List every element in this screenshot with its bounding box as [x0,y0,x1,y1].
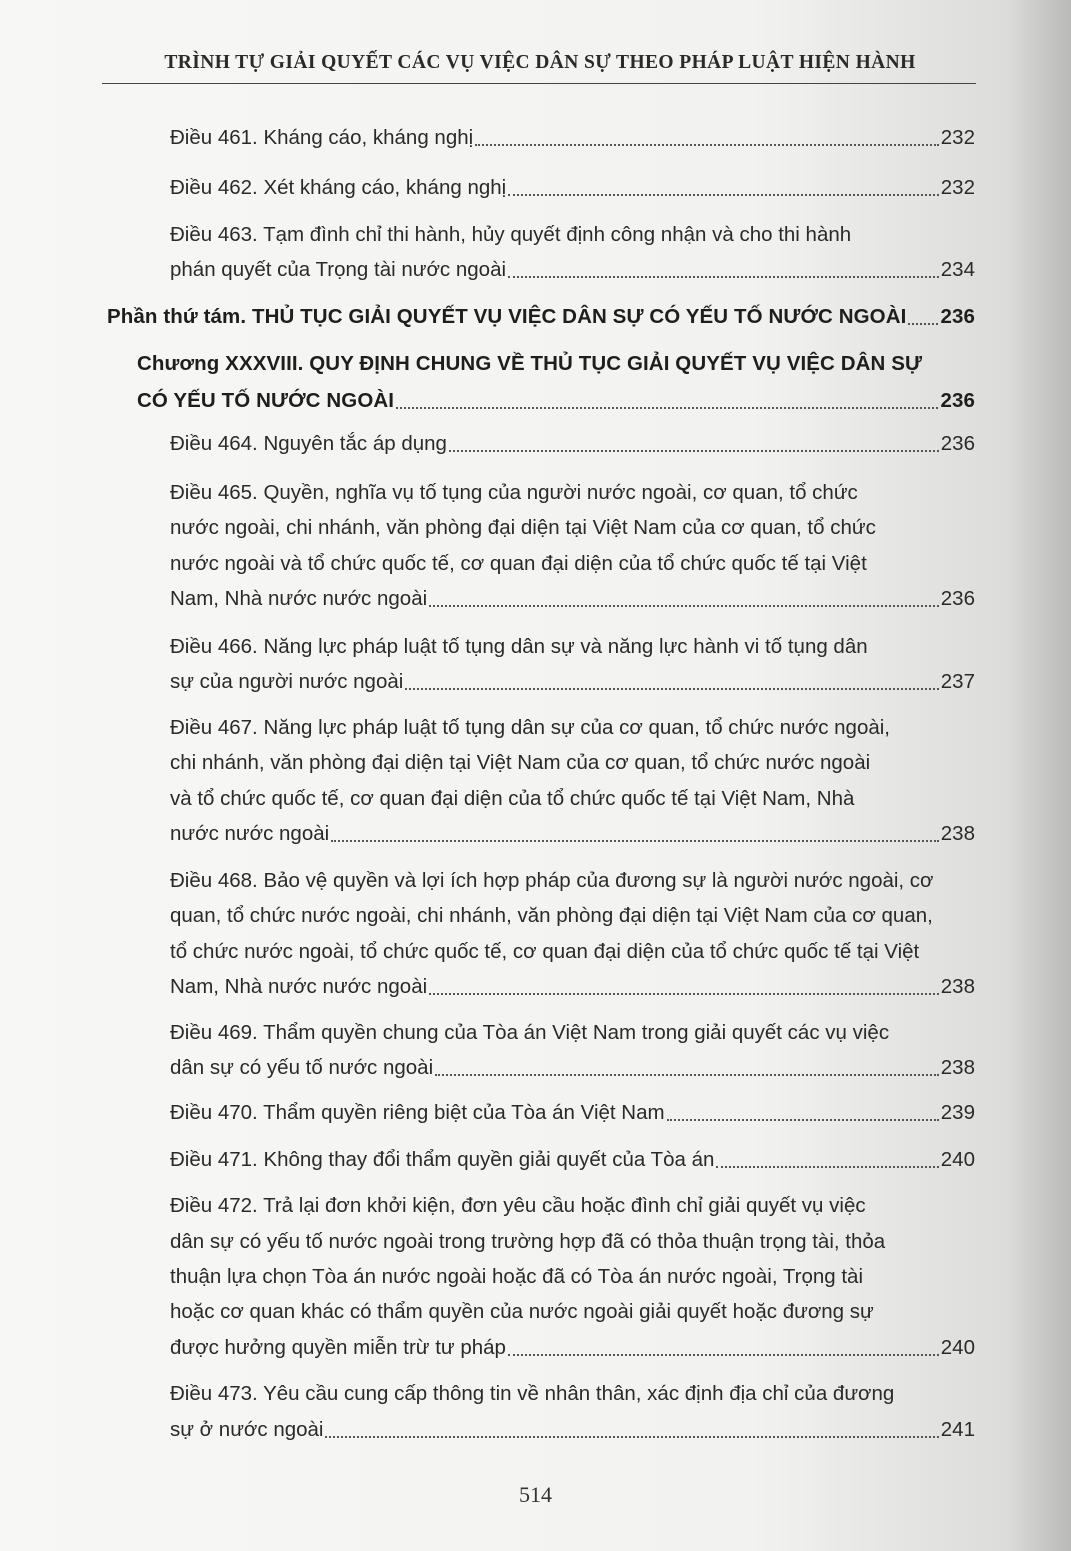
toc-entry-471[interactable]: Điều 471. Không thay đổi thẩm quyền giải quyết của Tòa án 240 [170,1143,975,1177]
running-header: TRÌNH TỰ GIẢI QUYẾT CÁC VỤ VIỆC DÂN SỰ THEO PHÁP LUẬT HIỆN HÀNH [164,52,916,73]
page-ref: 238 [940,822,975,845]
page-ref: 239 [940,1101,975,1124]
toc-entry-468-cont[interactable]: Nam, Nhà nước nước ngoài 238 [170,970,975,1004]
toc-chapter-38-cont[interactable]: CÓ YẾU TỐ NƯỚC NGOÀI 236 [137,384,975,418]
toc-entry-468[interactable]: Điều 468. Bảo vệ quyền và lợi ích hợp pháp của đương sự là người nước ngoài, cơ [170,869,934,892]
toc-entry-466[interactable]: Điều 466. Năng lực pháp luật tố tụng dân sự và năng lực hành vi tố tụng dân [170,635,868,658]
toc-entry-465-cont[interactable]: nước ngoài và tổ chức quốc tế, cơ quan đại diện của tổ chức quốc tế tại Việt [170,552,867,575]
toc-entry-465-cont[interactable]: nước ngoài, chi nhánh, văn phòng đại diện tại Việt Nam của cơ quan, tổ chức [170,516,876,539]
toc-entry-467-cont[interactable]: chi nhánh, văn phòng đại diện tại Việt Nam của cơ quan, tổ chức nước ngoài [170,751,871,774]
toc-entry-472-cont[interactable]: hoặc cơ quan khác có thẩm quyền của nước ngoài giải quyết hoặc đương sự [170,1300,874,1323]
page-ref: 234 [940,258,975,281]
leader-dots [716,1166,938,1168]
leader-dots [508,1354,939,1356]
toc-entry-472-cont[interactable]: được hưởng quyền miễn trừ tư pháp 240 [170,1331,975,1365]
toc-entry-469-cont[interactable]: dân sự có yếu tố nước ngoài 238 [170,1051,975,1085]
page-ref: 241 [940,1418,975,1441]
page-ref: 240 [940,1148,975,1171]
page-ref: 237 [940,670,975,693]
toc-entry-463-cont[interactable]: phán quyết của Trọng tài nước ngoài 234 [170,253,975,287]
page-number: 514 [519,1482,552,1507]
page-ref: 236 [940,432,975,455]
page-ref: 232 [940,126,975,149]
page-ref: 238 [940,975,975,998]
toc-entry-464[interactable]: Điều 464. Nguyên tắc áp dụng 236 [170,427,975,461]
leader-dots [325,1436,938,1438]
toc-entry-463[interactable]: Điều 463. Tạm đình chỉ thi hành, hủy quyết định công nhận và cho thi hành [170,223,852,246]
toc-entry-473[interactable]: Điều 473. Yêu cầu cung cấp thông tin về nhân thân, xác định địa chỉ của đương [170,1382,895,1405]
leader-dots [508,276,939,278]
toc-entry-468-cont[interactable]: tổ chức nước ngoài, tổ chức quốc tế, cơ quan đại diện của tổ chức quốc tế tại Việt [170,940,920,963]
page-ref: 232 [940,176,975,199]
toc-entry-472[interactable]: Điều 472. Trả lại đơn khởi kiện, đơn yêu cầu hoặc đình chỉ giải quyết vụ việc [170,1194,866,1217]
page-ref: 236 [940,305,975,328]
leader-dots [908,323,938,325]
toc-entry-472-cont[interactable]: dân sự có yếu tố nước ngoài trong trường hợp đã có thỏa thuận trọng tài, thỏa [170,1230,886,1253]
toc-entry-467-cont[interactable]: và tổ chức quốc tế, cơ quan đại diện của tổ chức quốc tế tại Việt Nam, Nhà [170,787,855,810]
leader-dots [508,194,939,196]
leader-dots [396,407,938,409]
leader-dots [475,144,939,146]
toc-entry-465[interactable]: Điều 465. Quyền, nghĩa vụ tố tụng của người nước ngoài, cơ quan, tổ chức [170,481,858,504]
page-ref: 238 [940,1056,975,1079]
leader-dots [429,605,939,607]
leader-dots [449,450,939,452]
toc-entry-461[interactable]: Điều 461. Kháng cáo, kháng nghị 232 [170,121,975,155]
leader-dots [331,840,939,842]
toc-part-8[interactable]: Phần thứ tám. THỦ TỤC GIẢI QUYẾT VỤ VIỆC DÂN SỰ CÓ YẾU TỐ NƯỚC NGOÀI 236 [107,300,975,334]
toc-chapter-38[interactable]: Chương XXXVIII. QUY ĐỊNH CHUNG VỀ THỦ TỤC GIẢI QUYẾT VỤ VIỆC DÂN SỰ [137,352,923,375]
leader-dots [667,1119,939,1121]
leader-dots [405,688,938,690]
toc-entry-470[interactable]: Điều 470. Thẩm quyền riêng biệt của Tòa án Việt Nam 239 [170,1096,975,1130]
toc-entry-467-cont[interactable]: nước nước ngoài 238 [170,817,975,851]
toc-entry-469[interactable]: Điều 469. Thẩm quyền chung của Tòa án Việt Nam trong giải quyết các vụ việc [170,1021,890,1044]
leader-dots [429,993,939,995]
toc-entry-462[interactable]: Điều 462. Xét kháng cáo, kháng nghị 232 [170,171,975,205]
toc-entry-468-cont[interactable]: quan, tổ chức nước ngoài, chi nhánh, văn phòng đại diện tại Việt Nam của cơ quan, [170,904,933,927]
toc-entry-466-cont[interactable]: sự của người nước ngoài 237 [170,665,975,699]
toc-entry-465-cont[interactable]: Nam, Nhà nước nước ngoài 236 [170,582,975,616]
page-ref: 240 [940,1336,975,1359]
page-ref: 236 [940,587,975,610]
toc-entry-473-cont[interactable]: sự ở nước ngoài 241 [170,1413,975,1447]
toc-entry-472-cont[interactable]: thuận lựa chọn Tòa án nước ngoài hoặc đã có Tòa án nước ngoài, Trọng tài [170,1265,864,1288]
toc-entry-467[interactable]: Điều 467. Năng lực pháp luật tố tụng dân sự của cơ quan, tổ chức nước ngoài, [170,716,890,739]
leader-dots [435,1074,939,1076]
page-ref: 236 [940,389,975,412]
